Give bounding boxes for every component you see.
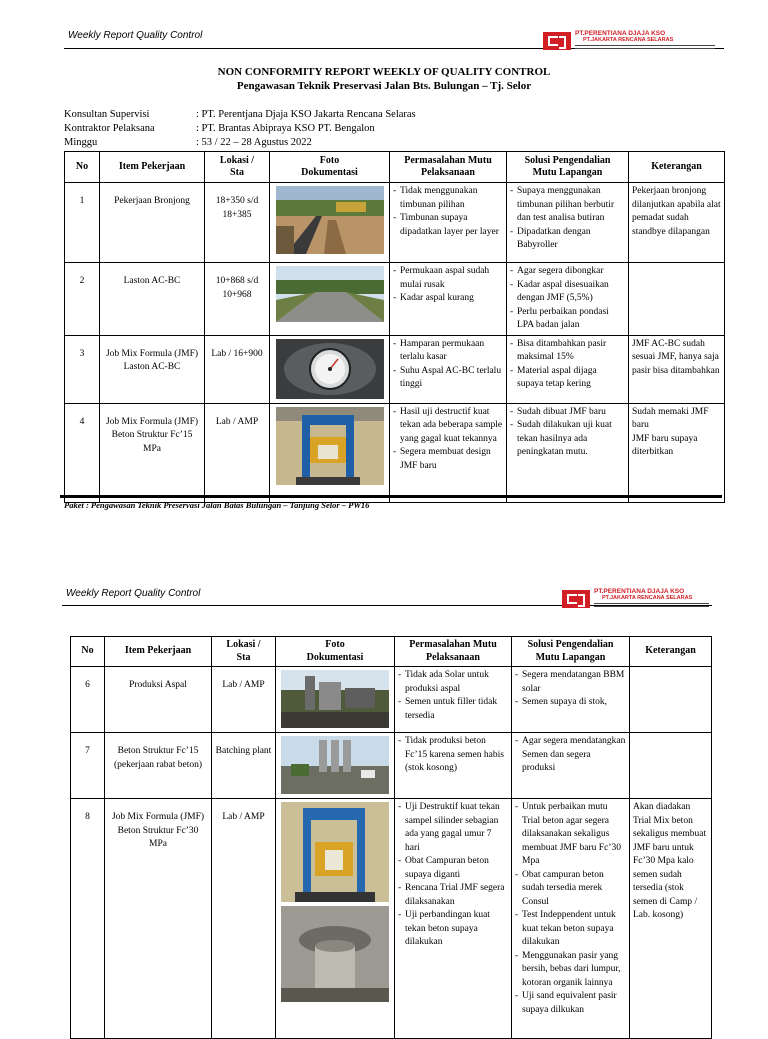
masalah-item: - Semen untuk filler tidak tersedia xyxy=(398,696,508,723)
row-item: Job Mix Formula (JMF) Beton Struktur Fc’30 MPa xyxy=(105,799,212,1039)
row-solusi xyxy=(512,733,630,799)
footer-paket: Paket : Pengawasan Teknik Preservasi Jalan Batas Bulungan – Tanjung Selor – PW16 xyxy=(64,500,370,510)
row-masalah xyxy=(390,403,507,502)
report-subtitle: Pengawasan Teknik Preservasi Jalan Bts. Bulungan – Tj. Selor xyxy=(236,80,532,92)
masalah-item: - Tidak menggunakan timbunan pilihan xyxy=(393,185,503,212)
row-item: Beton Struktur Fc’15 (pekerjaan rabat beton) xyxy=(105,733,212,799)
slump-test-photo-icon xyxy=(281,906,389,1002)
masalah-item: - Timbunan supaya dipadatkan layer per layer xyxy=(393,212,503,239)
batching-plant-photo-icon xyxy=(281,736,389,794)
row-no: 7 xyxy=(71,733,105,799)
row-no: 4 xyxy=(65,403,100,502)
masalah-item: - Rencana Trial JMF segera dilaksanakan xyxy=(398,882,508,909)
solusi-item: - Menggunakan pasir yang bersih, bebas dari lumpur, kotoran organik lainnya xyxy=(515,950,626,991)
row-keterangan: Sudah memaki JMF baru JMF baru supaya diterbitkan xyxy=(629,403,725,502)
col-header-no: No xyxy=(71,637,105,667)
info-value: : 53 / 22 – 28 Agustus 2022 xyxy=(196,137,312,148)
row-masalah xyxy=(390,335,507,403)
col-header-item: Item Pekerjaan xyxy=(105,637,212,667)
header-title: Weekly Report Quality Control xyxy=(66,588,201,599)
info-label: Minggu xyxy=(64,137,98,148)
logo-company-name: PT.PERENTIANA DJAJA KSO xyxy=(594,588,685,595)
company-logo xyxy=(543,30,723,52)
asphalt-thermometer-photo-icon xyxy=(276,339,384,399)
logo-partner-name: PT.JAKARTA RENCANA SELARAS xyxy=(583,37,674,43)
masalah-item: - Permukaan aspal sudah mulai rusak xyxy=(393,265,503,292)
row-no: 1 xyxy=(65,183,100,263)
solusi-item: - Agar segera mendatangkan Semen dan segera produksi xyxy=(515,735,626,776)
report-page-2 xyxy=(0,580,768,1024)
col-header-solusi: Solusi Pengendalian Mutu Lapangan xyxy=(507,152,629,183)
solusi-item: - Untuk perbaikan mutu Trial beton agar segera dilaksanakan sekaligus membuat JMF baru Fc’30 Mpa xyxy=(515,801,626,869)
row-item: Job Mix Formula (JMF) Beton Struktur Fc’15 MPa xyxy=(100,403,205,502)
row-keterangan xyxy=(630,667,712,733)
row-lokasi: 10+868 s/d 10+968 xyxy=(205,263,270,336)
road-surface-photo-icon xyxy=(276,266,384,322)
table-row xyxy=(65,263,725,336)
table-row xyxy=(65,183,725,263)
col-header-foto: Foto Dokumentasi xyxy=(276,637,395,667)
solusi-item: - Supaya menggunakan timbunan pilihan berbutir dan test analisa butiran xyxy=(510,185,625,226)
row-keterangan: Pekerjaan bronjong dilanjutkan apabila alat pemadat sudah standbye dilapangan xyxy=(629,183,725,263)
col-header-lokasi: Lokasi / Sta xyxy=(212,637,276,667)
solusi-item: - Semen supaya di stok, xyxy=(515,696,626,710)
row-item: Job Mix Formula (JMF) Laston AC-BC xyxy=(100,335,205,403)
col-header-solusi: Solusi Pengendalian Mutu Lapangan xyxy=(512,637,630,667)
col-header-no: No xyxy=(65,152,100,183)
solusi-item: - Material aspal dijaga supaya tetap kering xyxy=(510,365,625,392)
solusi-item: - Sudah dilakukan uji kuat tekan hasilnya ada peningkatan mutu. xyxy=(510,419,625,460)
table-row xyxy=(71,667,712,733)
masalah-item: - Kadar aspal kurang xyxy=(393,292,503,306)
logo-partner-name: PT.JAKARTA RENCANA SELARAS xyxy=(602,595,693,601)
row-lokasi: 18+350 s/d 18+385 xyxy=(205,183,270,263)
masalah-item: - Tidak ada Solar untuk produksi aspal xyxy=(398,669,508,696)
compression-test-machine-photo-icon xyxy=(276,407,384,485)
row-lokasi: Lab / AMP xyxy=(212,667,276,733)
row-solusi xyxy=(507,335,629,403)
solusi-item: - Agar segera dibongkar xyxy=(510,265,625,279)
row-masalah xyxy=(390,183,507,263)
row-photo-cell xyxy=(270,183,390,263)
table-row xyxy=(65,335,725,403)
row-masalah xyxy=(395,799,512,1039)
table-row xyxy=(71,799,712,1039)
row-photo-cell xyxy=(270,403,390,502)
logo-company-name: PT.PERENTIANA DJAJA KSO xyxy=(575,30,666,37)
row-no: 3 xyxy=(65,335,100,403)
footer-rule xyxy=(60,495,722,498)
row-lokasi: Lab / AMP xyxy=(205,403,270,502)
row-solusi xyxy=(512,799,630,1039)
row-solusi xyxy=(507,263,629,336)
masalah-item: - Tidak produksi beton Fc’15 karena semen habis (stok kosong) xyxy=(398,735,508,776)
row-photo-cell xyxy=(270,335,390,403)
col-header-lokasi: Lokasi / Sta xyxy=(205,152,270,183)
row-item: Laston AC-BC xyxy=(100,263,205,336)
solusi-item: - Dipadatkan dengan Babyroller xyxy=(510,226,625,253)
compression-test-photo-icon xyxy=(281,802,389,902)
info-label: Konsultan Supervisi xyxy=(64,109,150,120)
col-header-keterangan: Keterangan xyxy=(630,637,712,667)
masalah-item: - Suhu Aspal AC-BC terlalu tinggi xyxy=(393,365,503,392)
solusi-item: - Kadar aspal disesuaikan dengan JMF (5,5%) xyxy=(510,279,625,306)
solusi-item: - Sudah dibuat JMF baru xyxy=(510,406,625,420)
col-header-masalah: Permasalahan Mutu Pelaksanaan xyxy=(395,637,512,667)
solusi-item: - Perlu perbaikan pondasi LPA badan jalan xyxy=(510,306,625,333)
row-lokasi: Batching plant xyxy=(212,733,276,799)
col-header-masalah: Permasalahan Mutu Pelaksanaan xyxy=(390,152,507,183)
row-photo-cell xyxy=(276,733,395,799)
col-header-foto: Foto Dokumentasi xyxy=(270,152,390,183)
info-value: : PT. Brantas Abipraya KSO PT. Bengalon xyxy=(196,123,375,134)
masalah-item: - Obat Campuran beton supaya diganti xyxy=(398,855,508,882)
table-row xyxy=(65,403,725,502)
row-photo-cell xyxy=(276,799,395,1039)
solusi-item: - Bisa ditambahkan pasir maksimal 15% xyxy=(510,338,625,365)
row-masalah xyxy=(395,733,512,799)
header-title: Weekly Report Quality Control xyxy=(68,30,203,41)
row-masalah xyxy=(390,263,507,336)
nonconformity-table-page-2 xyxy=(70,636,712,1039)
masalah-item: - Segera membuat design JMF baru xyxy=(393,446,503,473)
row-keterangan: Akan diadakan Trial Mix beton sekaligus membuat JMF baru untuk Fc’30 Mpa kalo semen sudah tersedia (stok semen di Camp / Lab. kosong) xyxy=(630,799,712,1039)
row-solusi xyxy=(507,183,629,263)
row-solusi xyxy=(512,667,630,733)
row-no: 2 xyxy=(65,263,100,336)
row-item: Pekerjaan Bronjong xyxy=(100,183,205,263)
masalah-item: - Uji Destruktif kuat tekan sampel silinder sebagian ada yang gagal umur 7 hari xyxy=(398,801,508,855)
info-value: : PT. Perentjana Djaja KSO Jakarta Rencana Selaras xyxy=(196,109,416,120)
row-keterangan xyxy=(629,263,725,336)
info-label: Kontraktor Pelaksana xyxy=(64,123,155,134)
row-no: 6 xyxy=(71,667,105,733)
solusi-item: - Segera mendatangan BBM solar xyxy=(515,669,626,696)
row-photo-cell xyxy=(270,263,390,336)
table-row xyxy=(71,733,712,799)
masalah-item: - Hamparan permukaan terlalu kasar xyxy=(393,338,503,365)
table-header-row xyxy=(71,637,712,667)
solusi-item: - Test Indeppendent untuk kuat tekan beton supaya dilakukan xyxy=(515,909,626,950)
masalah-item: - Uji perbandingan kuat tekan beton supaya dilakukan xyxy=(398,909,508,950)
row-lokasi: Lab / 16+900 xyxy=(205,335,270,403)
row-item: Produksi Aspal xyxy=(105,667,212,733)
row-masalah xyxy=(395,667,512,733)
col-header-keterangan: Keterangan xyxy=(629,152,725,183)
masalah-item: - Hasil uji destructif kuat tekan ada beberapa sample yang gagal kuat tekannya xyxy=(393,406,503,447)
report-title: NON CONFORMITY REPORT WEEKLY OF QUALITY CONTROL xyxy=(217,66,551,78)
col-header-item: Item Pekerjaan xyxy=(100,152,205,183)
company-logo-icon xyxy=(562,590,590,608)
bronjong-site-photo-icon xyxy=(276,186,384,254)
asphalt-plant-photo-icon xyxy=(281,670,389,728)
company-logo-icon xyxy=(543,32,571,50)
table-header-row xyxy=(65,152,725,183)
nonconformity-table-page-1 xyxy=(64,151,725,503)
row-keterangan xyxy=(630,733,712,799)
row-photo-cell xyxy=(276,667,395,733)
row-no: 8 xyxy=(71,799,105,1039)
row-lokasi: Lab / AMP xyxy=(212,799,276,1039)
row-solusi xyxy=(507,403,629,502)
row-keterangan: JMF AC-BC sudah sesuai JMF, hanya saja pasir bisa ditambahkan xyxy=(629,335,725,403)
solusi-item: - Uji sand equivalent pasir supaya dilkukan xyxy=(515,990,626,1017)
solusi-item: - Obat campuran beton sudah tersedia merek Consul xyxy=(515,869,626,910)
company-logo xyxy=(562,588,712,610)
